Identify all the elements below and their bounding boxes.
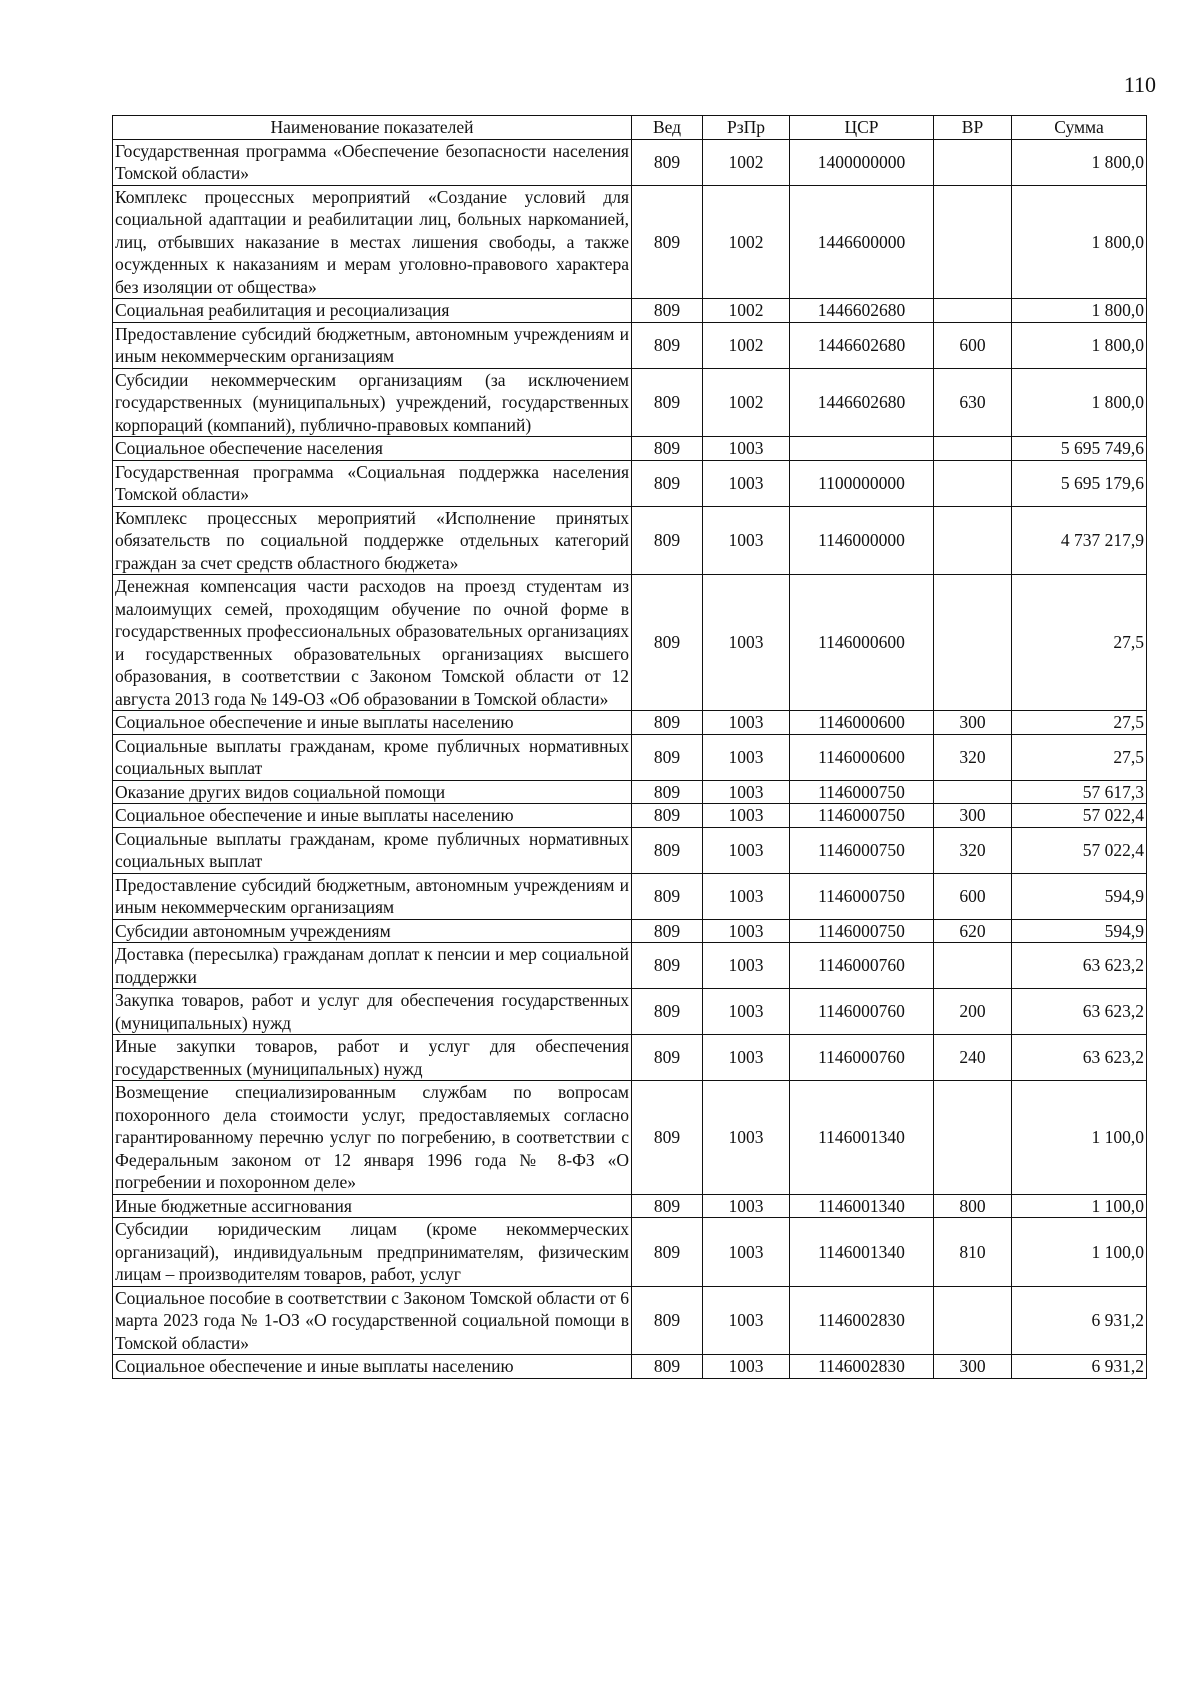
row-ved: 809 [632,437,703,461]
row-rzpr: 1003 [703,711,790,735]
row-sum: 63 623,2 [1012,1035,1147,1081]
row-ved: 809 [632,1218,703,1287]
row-name: Иные бюджетные ассигнования [113,1194,632,1218]
row-name: Доставка (пересылка) гражданам доплат к пенсии и мер социальной поддержки [113,943,632,989]
row-sum: 4 737 217,9 [1012,506,1147,575]
row-vr [934,437,1012,461]
row-name: Социальное обеспечение и иные выплаты населению [113,1355,632,1379]
row-rzpr: 1002 [703,368,790,437]
table-row [113,368,1147,437]
row-ved: 809 [632,827,703,873]
row-csr: 1146000600 [790,575,934,711]
header-vr: ВР [934,116,1012,140]
row-name: Субсидии юридическим лицам (кроме некоммерческих организаций), индивидуальным предпринимателям, физическим лицам – производителям товаров, работ, услуг [113,1218,632,1287]
table-row [113,919,1147,943]
row-vr [934,506,1012,575]
row-ved: 809 [632,711,703,735]
row-name: Комплекс процессных мероприятий «Создание условий для социальной адаптации и реабилитации лиц, больных наркоманией, лиц, отбывших наказание в местах лишения свободы, а также осужденных к наказаниям и мерам уголовно-правового характера без изоляции от общества» [113,185,632,299]
row-rzpr: 1002 [703,185,790,299]
row-vr: 800 [934,1194,1012,1218]
row-csr: 1446602680 [790,322,934,368]
row-sum: 63 623,2 [1012,943,1147,989]
row-name: Социальное обеспечение и иные выплаты населению [113,804,632,828]
table-row [113,299,1147,323]
row-rzpr: 1002 [703,139,790,185]
table-row [113,185,1147,299]
row-ved: 809 [632,1286,703,1355]
row-rzpr: 1003 [703,1355,790,1379]
row-csr: 1446600000 [790,185,934,299]
row-ved: 809 [632,506,703,575]
row-name: Закупка товаров, работ и услуг для обеспечения государственных (муниципальных) нужд [113,989,632,1035]
row-ved: 809 [632,780,703,804]
row-csr: 1146001340 [790,1081,934,1195]
row-name: Денежная компенсация части расходов на проезд студентам из малоимущих семей, проходящим обучение по очной форме в государственных профессиональных образовательных организациях и государственных образовательных организациях высшего образования, в соответствии с Законом Томской области от 12 августа 2013 года № 149-ОЗ «Об образовании в Томской области» [113,575,632,711]
row-csr: 1146002830 [790,1286,934,1355]
row-name: Предоставление субсидий бюджетным, автономным учреждениям и иным некоммерческим организациям [113,873,632,919]
row-name: Иные закупки товаров, работ и услуг для обеспечения государственных (муниципальных) нужд [113,1035,632,1081]
row-vr: 300 [934,711,1012,735]
row-vr: 630 [934,368,1012,437]
row-name: Социальные выплаты гражданам, кроме публичных нормативных социальных выплат [113,827,632,873]
row-rzpr: 1003 [703,943,790,989]
row-sum: 1 800,0 [1012,368,1147,437]
row-rzpr: 1003 [703,1035,790,1081]
header-sum: Сумма [1012,116,1147,140]
row-vr: 600 [934,322,1012,368]
table-row [113,1355,1147,1379]
row-sum: 5 695 179,6 [1012,460,1147,506]
row-rzpr: 1003 [703,506,790,575]
row-vr [934,185,1012,299]
row-ved: 809 [632,1355,703,1379]
row-sum: 1 100,0 [1012,1081,1147,1195]
row-vr [934,299,1012,323]
row-vr: 300 [934,1355,1012,1379]
header-rzpr: РзПр [703,116,790,140]
row-rzpr: 1003 [703,460,790,506]
row-ved: 809 [632,139,703,185]
row-rzpr: 1003 [703,873,790,919]
row-csr: 1100000000 [790,460,934,506]
row-sum: 57 022,4 [1012,804,1147,828]
table-row [113,989,1147,1035]
row-vr: 300 [934,804,1012,828]
row-csr: 1146000000 [790,506,934,575]
header-name: Наименование показателей [113,116,632,140]
row-sum: 1 800,0 [1012,185,1147,299]
table-row [113,734,1147,780]
row-rzpr: 1003 [703,734,790,780]
row-csr: 1400000000 [790,139,934,185]
row-rzpr: 1002 [703,299,790,323]
row-rzpr: 1003 [703,1286,790,1355]
row-sum: 57 022,4 [1012,827,1147,873]
row-name: Государственная программа «Социальная поддержка населения Томской области» [113,460,632,506]
row-sum: 5 695 749,6 [1012,437,1147,461]
row-sum: 1 800,0 [1012,322,1147,368]
row-ved: 809 [632,1035,703,1081]
row-rzpr: 1003 [703,780,790,804]
row-csr [790,437,934,461]
row-sum: 6 931,2 [1012,1286,1147,1355]
table-row [113,804,1147,828]
table-row [113,1035,1147,1081]
row-ved: 809 [632,460,703,506]
row-name: Субсидии автономным учреждениям [113,919,632,943]
row-ved: 809 [632,734,703,780]
row-vr [934,943,1012,989]
row-vr: 200 [934,989,1012,1035]
row-csr: 1146000600 [790,734,934,780]
row-rzpr: 1003 [703,1194,790,1218]
row-ved: 809 [632,299,703,323]
row-sum: 6 931,2 [1012,1355,1147,1379]
row-rzpr: 1003 [703,575,790,711]
row-ved: 809 [632,575,703,711]
table-row [113,1194,1147,1218]
row-vr [934,780,1012,804]
row-name: Социальное пособие в соответствии с Законом Томской области от 6 марта 2023 года № 1-ОЗ «О государственной социальной помощи в Томской области» [113,1286,632,1355]
table-row [113,711,1147,735]
row-csr: 1146000750 [790,780,934,804]
row-sum: 63 623,2 [1012,989,1147,1035]
table-row [113,873,1147,919]
table-row [113,827,1147,873]
row-csr: 1146002830 [790,1355,934,1379]
row-name: Предоставление субсидий бюджетным, автономным учреждениям и иным некоммерческим организациям [113,322,632,368]
row-rzpr: 1002 [703,322,790,368]
row-name: Возмещение специализированным службам по вопросам похоронного дела стоимости услуг, предоставляемых согласно гарантированному перечню услуг по погребению, в соответствии с Федеральным законом от 12 января 1996 года № 8-ФЗ «О погребении и похоронном деле» [113,1081,632,1195]
table-row [113,1218,1147,1287]
row-sum: 27,5 [1012,575,1147,711]
row-csr: 1146000760 [790,1035,934,1081]
row-csr: 1146001340 [790,1218,934,1287]
table-row [113,1081,1147,1195]
row-sum: 594,9 [1012,919,1147,943]
row-csr: 1146000760 [790,943,934,989]
page-number: 110 [1123,72,1156,97]
row-ved: 809 [632,873,703,919]
row-csr: 1446602680 [790,299,934,323]
row-name: Оказание других видов социальной помощи [113,780,632,804]
row-csr: 1146000760 [790,989,934,1035]
row-name: Комплекс процессных мероприятий «Исполнение принятых обязательств по социальной поддержке отдельных категорий граждан за счет средств областного бюджета» [113,506,632,575]
row-rzpr: 1003 [703,804,790,828]
row-csr: 1146000750 [790,919,934,943]
row-sum: 1 800,0 [1012,299,1147,323]
row-ved: 809 [632,1081,703,1195]
row-vr [934,1286,1012,1355]
table-row [113,139,1147,185]
row-csr: 1146000750 [790,873,934,919]
row-name: Субсидии некоммерческим организациям (за исключением государственных (муниципальных) учреждений, государственных корпораций (компаний), публично-правовых компаний) [113,368,632,437]
row-sum: 1 100,0 [1012,1218,1147,1287]
table-header-row [113,116,1147,140]
header-csr: ЦСР [790,116,934,140]
row-rzpr: 1003 [703,827,790,873]
row-rzpr: 1003 [703,919,790,943]
table-row [113,1286,1147,1355]
table-row [113,437,1147,461]
row-name: Социальное обеспечение населения [113,437,632,461]
row-rzpr: 1003 [703,1081,790,1195]
budget-table [112,115,1147,1379]
row-csr: 1146000600 [790,711,934,735]
row-sum: 1 100,0 [1012,1194,1147,1218]
row-name: Социальное обеспечение и иные выплаты населению [113,711,632,735]
table-row [113,943,1147,989]
row-vr: 600 [934,873,1012,919]
table-row [113,575,1147,711]
row-ved: 809 [632,368,703,437]
row-vr: 320 [934,734,1012,780]
row-name: Социальные выплаты гражданам, кроме публичных нормативных социальных выплат [113,734,632,780]
row-ved: 809 [632,943,703,989]
table-row [113,780,1147,804]
row-sum: 594,9 [1012,873,1147,919]
row-ved: 809 [632,185,703,299]
row-vr: 810 [934,1218,1012,1287]
row-name: Государственная программа «Обеспечение безопасности населения Томской области» [113,139,632,185]
row-sum: 57 617,3 [1012,780,1147,804]
row-vr: 240 [934,1035,1012,1081]
row-rzpr: 1003 [703,1218,790,1287]
row-sum: 27,5 [1012,711,1147,735]
row-rzpr: 1003 [703,989,790,1035]
row-ved: 809 [632,989,703,1035]
row-vr [934,460,1012,506]
row-csr: 1446602680 [790,368,934,437]
row-ved: 809 [632,1194,703,1218]
row-name: Социальная реабилитация и ресоциализация [113,299,632,323]
row-vr [934,1081,1012,1195]
row-ved: 809 [632,322,703,368]
row-csr: 1146000750 [790,804,934,828]
row-vr [934,575,1012,711]
row-sum: 27,5 [1012,734,1147,780]
row-rzpr: 1003 [703,437,790,461]
row-csr: 1146000750 [790,827,934,873]
table-row [113,460,1147,506]
row-sum: 1 800,0 [1012,139,1147,185]
row-ved: 809 [632,919,703,943]
row-vr: 620 [934,919,1012,943]
row-ved: 809 [632,804,703,828]
row-vr: 320 [934,827,1012,873]
table-row [113,506,1147,575]
table-row [113,322,1147,368]
row-csr: 1146001340 [790,1194,934,1218]
row-vr [934,139,1012,185]
header-ved: Вед [632,116,703,140]
